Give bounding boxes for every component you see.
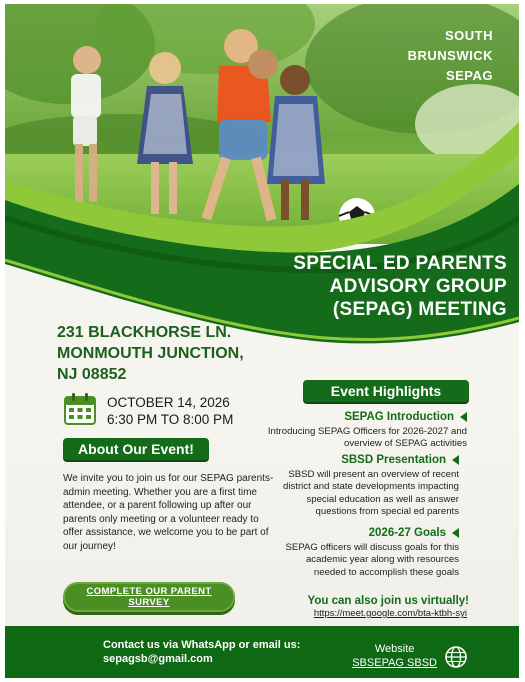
triangle-left-icon bbox=[452, 528, 459, 538]
about-description: We invite you to join us for our SEPAG parents-admin meeting. Whether you are a first time attendee, or a parent following up after our parents only meeting or a volunteer ready to offer assistance, we welcome you to be part of our journey! bbox=[63, 473, 274, 552]
address-line: 231 BLACKHORSE LN. bbox=[57, 324, 232, 341]
website-link[interactable]: SBSEPAG SBSD bbox=[352, 657, 437, 669]
title-line: (SEPAG) MEETING bbox=[332, 299, 507, 320]
triangle-left-icon bbox=[460, 412, 467, 422]
highlight-title: 2026-27 Goals bbox=[368, 527, 446, 539]
address-line: MONMOUTH JUNCTION, bbox=[57, 345, 244, 362]
event-title bbox=[207, 252, 507, 321]
parent-survey-button[interactable] bbox=[63, 582, 235, 612]
globe-icon bbox=[445, 646, 467, 668]
event-flyer bbox=[5, 4, 519, 678]
highlight-title: SBSD Presentation bbox=[341, 454, 446, 466]
brand-line: SEPAG bbox=[445, 68, 493, 83]
meet-link[interactable]: https://meet.google.com/bta-ktbh-syi bbox=[313, 608, 467, 619]
website-info bbox=[352, 642, 437, 670]
footer bbox=[5, 626, 519, 678]
contact-info bbox=[103, 638, 333, 666]
highlight-title: SEPAG Introduction bbox=[344, 411, 454, 423]
triangle-left-icon bbox=[452, 455, 459, 465]
highlight-item bbox=[273, 453, 459, 519]
highlight-item bbox=[273, 526, 459, 579]
contact-email[interactable]: sepagsb@gmail.com bbox=[103, 653, 213, 665]
event-date: OCTOBER 14, 2026 bbox=[107, 395, 230, 410]
title-line: ADVISORY GROUP bbox=[329, 276, 507, 297]
brand-name bbox=[408, 26, 493, 86]
highlight-body: SBSD will present an overview of recent district and state developments impacting special education as well as answer questions from special ed parents bbox=[283, 469, 459, 518]
about-heading: About Our Event! bbox=[63, 438, 209, 460]
highlight-body: Introducing SEPAG Officers for 2026-2027 and overview of SEPAG activities bbox=[267, 426, 467, 450]
survey-button-line: COMPLETE OUR PARENT bbox=[86, 585, 212, 597]
highlight-item bbox=[257, 410, 467, 451]
event-time: 6:30 PM TO 8:00 PM bbox=[107, 412, 234, 427]
contact-label: Contact us via WhatsApp or email us: bbox=[103, 639, 301, 651]
address-line: NJ 08852 bbox=[57, 366, 127, 383]
brand-line: SOUTH bbox=[445, 28, 493, 43]
calendar-icon bbox=[63, 392, 97, 426]
brand-line: BRUNSWICK bbox=[407, 48, 493, 63]
title-line: SPECIAL ED PARENTS bbox=[293, 253, 507, 274]
event-address bbox=[57, 322, 317, 385]
date-time-text bbox=[107, 394, 277, 428]
website-label: Website bbox=[374, 643, 415, 655]
highlights-heading: Event Highlights bbox=[303, 380, 469, 402]
survey-button-line: SURVEY bbox=[128, 597, 170, 608]
virtual-join-text: You can also join us virtually! bbox=[307, 595, 469, 607]
highlight-body: SEPAG officers will discuss goals for this academic year along with resources needed to accomplish these goals bbox=[285, 542, 459, 578]
